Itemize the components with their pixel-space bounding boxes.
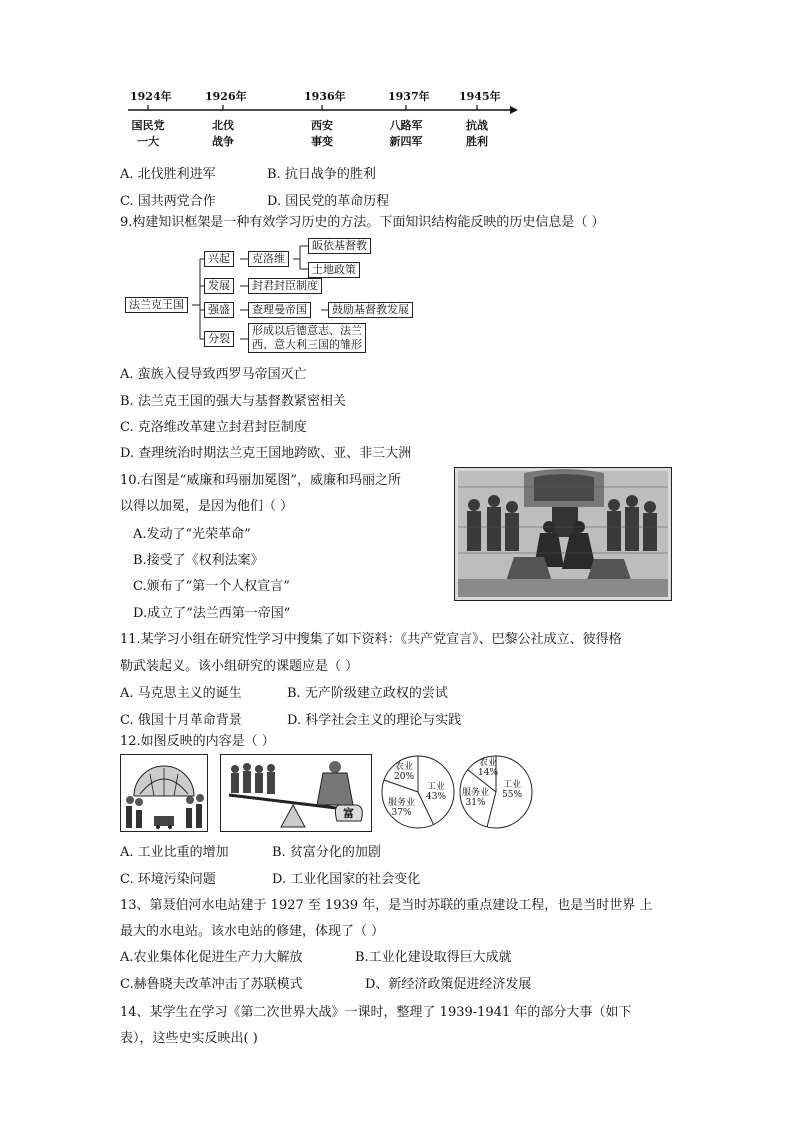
q10-option-d: D.成立了“法兰西第一帝国” — [133, 606, 291, 621]
pollution-cartoon — [120, 754, 208, 832]
timeline-event — [386, 118, 426, 150]
timeline-year: 1924年 — [130, 90, 172, 103]
q14-stem: 表），这些史实反映出( ) — [120, 1031, 258, 1046]
q9-option-b: B. 法兰克王国的强大与基督教紧密相关 — [120, 394, 346, 409]
timeline-event-line: 战争 — [212, 135, 234, 148]
q11-stem: 勒武装起义。该小组研究的课题应是（ ） — [120, 659, 359, 674]
pie-label: 农业 — [395, 762, 414, 772]
q14-stem: 14、某学生在学习《第二次世界大战》一课时，整理了 1939-1941 年的部分大事（如下 — [120, 1005, 632, 1020]
timeline-event-line: 北伐 — [212, 119, 234, 132]
timeline-event — [457, 118, 497, 150]
timeline-event-line: 国民党 — [131, 119, 165, 132]
timeline-event-line: 八路军 — [389, 119, 423, 132]
timeline-year: 1936年 — [304, 90, 346, 103]
timeline-event — [203, 118, 243, 150]
pie-label: 工业 — [503, 780, 522, 790]
q11-option-b: B. 无产阶级建立政权的尝试 — [287, 686, 448, 701]
q8-option-b: B. 抗日战争的胜利 — [267, 167, 376, 182]
timeline-event-line: 抗战 — [466, 119, 488, 132]
pie-2-services — [462, 788, 489, 808]
diagram-convert: 皈依基督教 — [308, 238, 371, 254]
q8-option-a: A. 北伐胜利进军 — [120, 167, 216, 182]
diagram-split — [248, 323, 366, 353]
timeline-event-line: 事变 — [311, 135, 333, 148]
pie-value: 43% — [426, 792, 447, 802]
diagram-land-policy: 土地政策 — [308, 262, 360, 278]
pie-value: 31% — [465, 798, 486, 808]
money-bag-label: 富 — [343, 807, 354, 820]
pie-chart-1 — [380, 754, 456, 830]
q11-option-a: A. 马克思主义的诞生 — [120, 686, 242, 701]
q13-option-a: A.农业集体化促进生产力大解放 — [120, 950, 303, 965]
diagram-split-line: 形成以后德意志、法兰 — [252, 324, 362, 337]
q10-stem: 10.右图是“威廉和玛丽加冕图”，威廉和玛丽之所 — [120, 473, 401, 488]
diagram-stage: 兴起 — [204, 251, 234, 267]
q9-option-d: D. 查理统治时期法兰克王国地跨欧、亚、非三大洲 — [120, 446, 412, 461]
diagram-promote: 鼓励基督教发展 — [328, 302, 413, 318]
pie-value: 20% — [394, 772, 415, 782]
diagram-stage: 强盛 — [204, 302, 234, 318]
diagram-root: 法兰克王国 — [125, 297, 188, 313]
timeline-event-line: 新四军 — [389, 135, 423, 148]
wealth-gap-cartoon — [220, 754, 372, 832]
pie-label: 服务业 — [388, 798, 416, 808]
pie-1-agriculture — [394, 762, 414, 782]
q12-option-c: C. 环境污染问题 — [120, 872, 216, 887]
q10-option-b: B.接受了《权利法案》 — [133, 553, 264, 568]
diagram-feudal: 封君封臣制度 — [248, 278, 322, 294]
diagram-split-line: 西、意大利三国的雏形 — [252, 338, 362, 351]
pie-chart-2 — [458, 754, 534, 830]
diagram-clovis: 克洛维 — [248, 251, 289, 267]
timeline-event-line: 胜利 — [466, 135, 488, 148]
diagram-stage: 分裂 — [204, 331, 234, 347]
timeline-year: 1926年 — [205, 90, 247, 103]
timeline-event-line: 西安 — [311, 119, 333, 132]
pie-value: 55% — [502, 790, 523, 800]
pie-1-industry — [426, 782, 446, 802]
timeline-year: 1937年 — [388, 90, 430, 103]
q12-option-a: A. 工业比重的增加 — [120, 845, 229, 860]
q10-stem: 以得以加冕，是因为他们（ ） — [120, 499, 294, 514]
q9-option-a: A. 蛮族入侵导致西罗马帝国灭亡 — [120, 367, 307, 382]
q9-stem: 9.构建知识框架是一种有效学习历史的方法。下面知识结构能反映的历史信息是（ ） — [120, 215, 605, 230]
q10-option-c: C.颁布了“第一个人权宣言” — [133, 579, 290, 594]
q9-option-c: C. 克洛维改革建立封君封臣制度 — [120, 420, 307, 435]
diagram-stage: 发展 — [204, 278, 234, 294]
coronation-engraving — [454, 467, 672, 601]
q13-stem: 13、第聂伯河水电站建于 1927 至 1939 年，是当时苏联的重点建设工程，也是当时世界 上 — [120, 898, 653, 913]
pie-value: 37% — [391, 808, 412, 818]
pie-1-services — [388, 798, 415, 818]
q13-option-c: C.赫鲁晓夫改革冲击了苏联模式 — [120, 977, 303, 992]
timeline-event — [302, 118, 342, 150]
diagram-charlemagne: 查理曼帝国 — [248, 302, 311, 318]
pie-value: 14% — [478, 768, 499, 778]
q13-option-d: D、新经济政策促进经济发展 — [365, 977, 532, 992]
timeline-event — [128, 118, 168, 150]
timeline-event-line: 一大 — [137, 135, 159, 148]
q12-stem: 12.如图反映的内容是（ ） — [120, 734, 275, 749]
q13-stem: 最大的水电站。该水电站的修建，体现了（ ） — [120, 924, 385, 939]
q11-option-d: D. 科学社会主义的理论与实践 — [287, 713, 462, 728]
q8-option-d: D. 国民党的革命历程 — [267, 194, 390, 209]
q8-option-c: C. 国共两党合作 — [120, 194, 216, 209]
pie-label: 工业 — [427, 782, 446, 792]
q12-option-d: D. 工业化国家的社会变化 — [272, 872, 421, 887]
pie-2-industry — [502, 780, 522, 800]
q13-option-b: B.工业化建设取得巨大成就 — [355, 950, 512, 965]
timeline-year: 1945年 — [459, 90, 501, 103]
pie-2-agriculture — [478, 758, 498, 778]
q11-option-c: C. 俄国十月革命背景 — [120, 713, 242, 728]
pie-label: 服务业 — [462, 788, 490, 798]
pie-label: 农业 — [479, 758, 498, 768]
q12-option-b: B. 贫富分化的加剧 — [272, 845, 381, 860]
q10-option-a: A.发动了“光荣革命” — [133, 527, 251, 542]
q11-stem: 11.某学习小组在研究性学习中搜集了如下资料：《共产党宣言》、巴黎公社成立、彼得格 — [120, 632, 622, 647]
